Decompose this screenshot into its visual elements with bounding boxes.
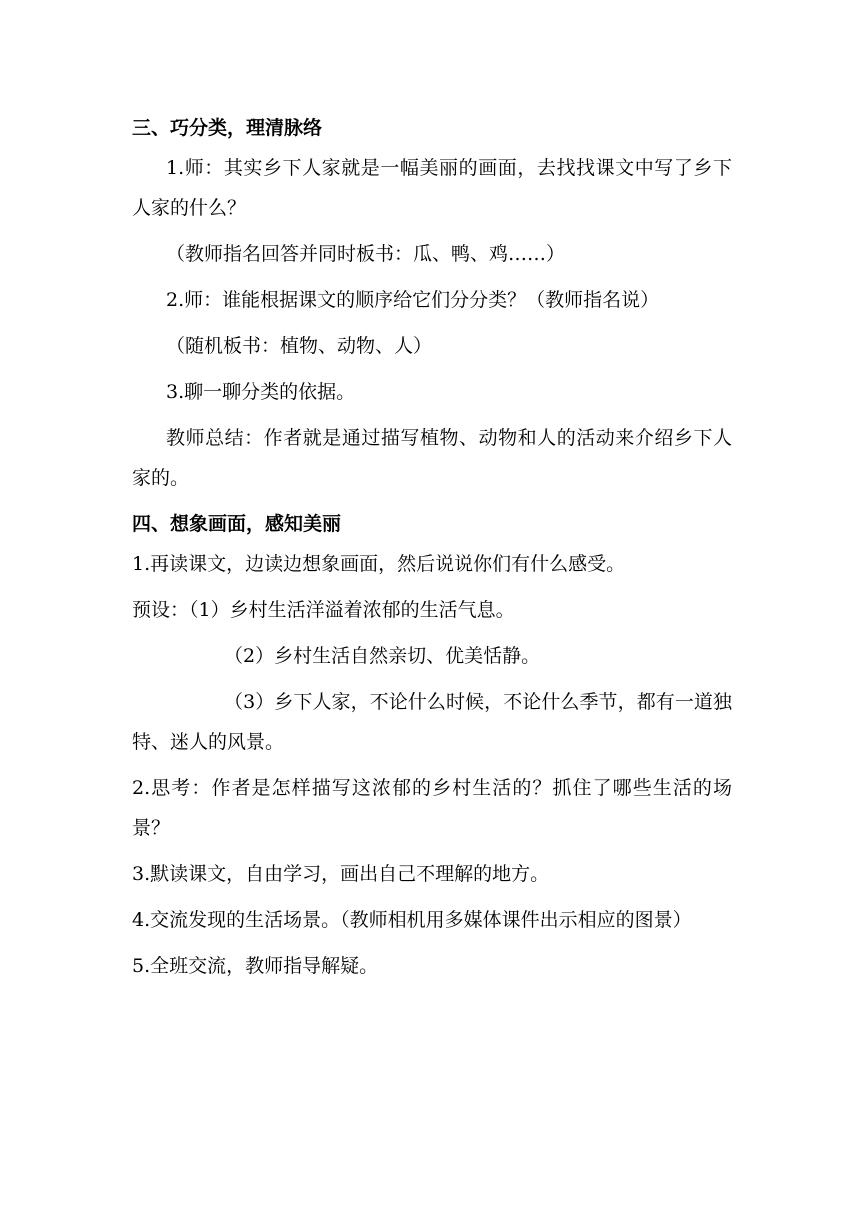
- paragraph-3-2: （教师指名回答并同时板书：瓜、鸭、鸡……）: [166, 243, 566, 265]
- paragraph-4-2: 2.思考：作者是怎样描写这浓郁的乡村生活的？抓住了哪些生活的场景？: [132, 777, 732, 839]
- preset-line-1: [132, 590, 732, 630]
- section-heading-3: 三、巧分类，理清脉络: [132, 117, 323, 139]
- paragraph-3-1: 1.师：其实乡下人家就是一幅美丽的画面，去找找课文中写了乡下人家的什么？: [132, 157, 732, 219]
- paragraph-4-5: 5.全班交流，教师指导解疑。: [132, 955, 379, 977]
- preset-2: （2）乡村生活自然亲切、优美恬静。: [224, 645, 541, 667]
- document-body: [132, 108, 732, 986]
- paragraph-4-4: 4.交流发现的生活场景。（教师相机用多媒体课件出示相应的图景）: [132, 909, 692, 931]
- paragraph-4-1: 1.再读课文，边读边想象画面，然后说说你们有什么感受。: [132, 553, 626, 575]
- paragraph-3-4: （随机板书：植物、动物、人）: [166, 335, 433, 357]
- paragraph-4-3: 3.默读课文，自由学习，画出自己不理解的地方。: [132, 863, 550, 885]
- paragraph-3-6: 教师总结：作者就是通过描写植物、动物和人的活动来介绍乡下人家的。: [132, 427, 732, 489]
- preset-label: 预设：: [132, 599, 190, 621]
- preset-3: （3）乡下人家，不论什么时候，不论什么季节，都有一道独特、迷人的风景。: [132, 691, 732, 753]
- paragraph-3-5: 3.聊一聊分类的依据。: [166, 381, 356, 403]
- preset-1: （1）乡村生活洋溢着浓郁的生活气息。: [189, 599, 515, 621]
- section-heading-4: 四、想象画面，感知美丽: [132, 513, 342, 535]
- paragraph-3-3: 2.师：谁能根据课文的顺序给它们分分类？（教师指名说）: [166, 289, 660, 311]
